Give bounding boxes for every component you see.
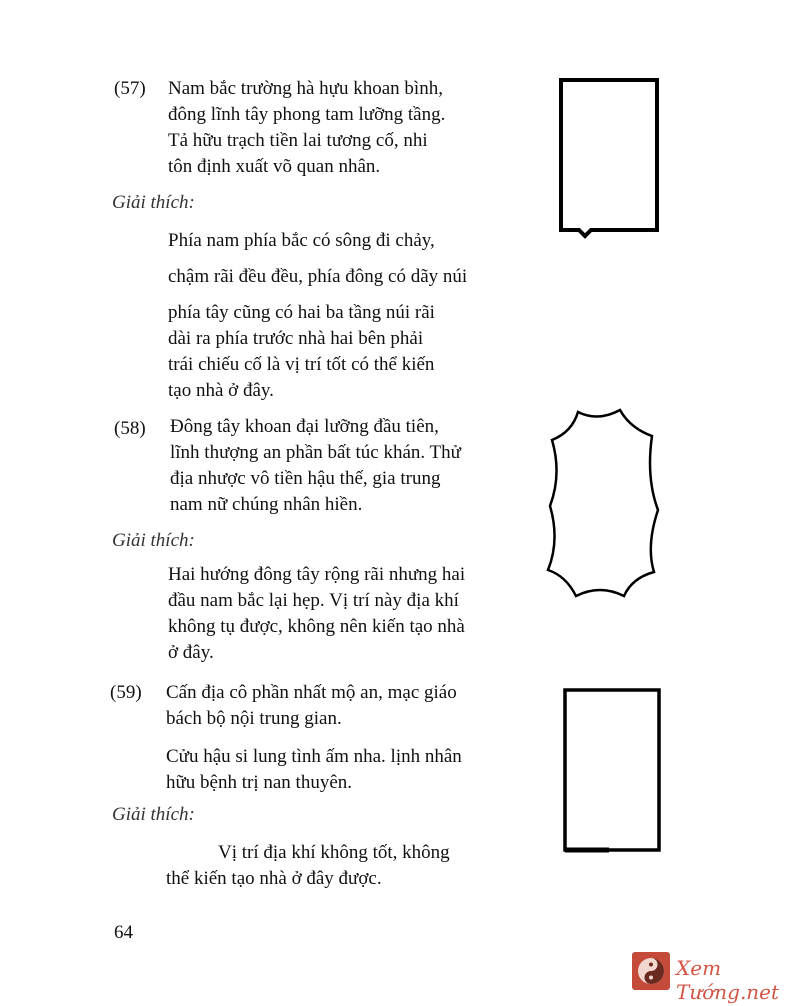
- explanation-line: chậm rãi đều đều, phía đông có dãy núi: [168, 266, 468, 287]
- verse-line: Đông tây khoan đại lưỡng đầu tiên,: [170, 416, 439, 437]
- verse-59: [166, 680, 462, 796]
- verse-line: hữu bệnh trị nan thuyên.: [166, 772, 353, 793]
- explanation-line: ở đây.: [168, 642, 214, 663]
- explanation-58: [168, 562, 465, 666]
- explanation-line: Hai hướng đông tây rộng rãi nhưng hai: [168, 564, 466, 585]
- explanation-line: Vị trí địa khí không tốt, không: [218, 842, 450, 863]
- heading-explanation-59: Giải thích:: [112, 804, 195, 825]
- verse-number-57: (57): [114, 78, 146, 99]
- heading-explanation-58: Giải thích:: [112, 530, 195, 551]
- explanation-line: Phía nam phía bắc có sông đi chảy,: [168, 230, 435, 251]
- diagram-rectangle-59: [555, 684, 670, 859]
- verse-line: địa nhược vô tiền hậu thế, gia trung: [170, 468, 441, 489]
- verse-line: tôn định xuất võ quan nhân.: [168, 156, 381, 177]
- verse-line: Nam bắc trường hà hựu khoan bình,: [168, 78, 443, 99]
- page-number: 64: [114, 922, 133, 943]
- verse-line: lĩnh thượng an phần bất túc khán. Thử: [170, 442, 461, 463]
- yin-yang-icon: [632, 952, 670, 990]
- explanation-line: dài ra phía trước nhà hai bên phải: [168, 328, 424, 349]
- explanation-line: trái chiếu cố là vị trí tốt có thể kiến: [168, 354, 435, 375]
- verse-58: [170, 414, 461, 518]
- verse-line: nam nữ chúng nhân hiền.: [170, 494, 363, 515]
- explanation-line: tạo nhà ở đây.: [168, 380, 274, 401]
- explanation-59: [166, 840, 450, 892]
- diagram-octagon-58: [540, 400, 670, 610]
- verse-line: Cấn địa cô phần nhất mộ an, mạc giáo: [166, 682, 457, 703]
- explanation-line: không tụ được, không nên kiến tạo nhà: [168, 616, 465, 637]
- verse-57: [168, 76, 445, 180]
- watermark-logo: [632, 950, 792, 1004]
- explanation-57: [168, 228, 467, 404]
- explanation-line: đầu nam bắc lại hẹp. Vị trí này địa khí: [168, 590, 459, 611]
- watermark-text: Xem Tướng.net: [676, 956, 780, 1004]
- heading-explanation-57: Giải thích:: [112, 192, 195, 213]
- verse-number-59: (59): [110, 682, 142, 703]
- diagram-rectangle-57: [555, 76, 665, 241]
- verse-line: Cửu hậu si lung tình ấm nha. lịnh nhân: [166, 746, 462, 767]
- verse-line: bách bộ nội trung gian.: [166, 708, 342, 729]
- explanation-line: thể kiến tạo nhà ở đây được.: [166, 868, 382, 889]
- verse-line: đông lĩnh tây phong tam lưỡng tầng.: [168, 104, 446, 125]
- verse-number-58: (58): [114, 418, 146, 439]
- explanation-line: phía tây cũng có hai ba tầng núi rãi: [168, 302, 435, 323]
- verse-line: Tả hữu trạch tiền lai tương cố, nhi: [168, 130, 428, 151]
